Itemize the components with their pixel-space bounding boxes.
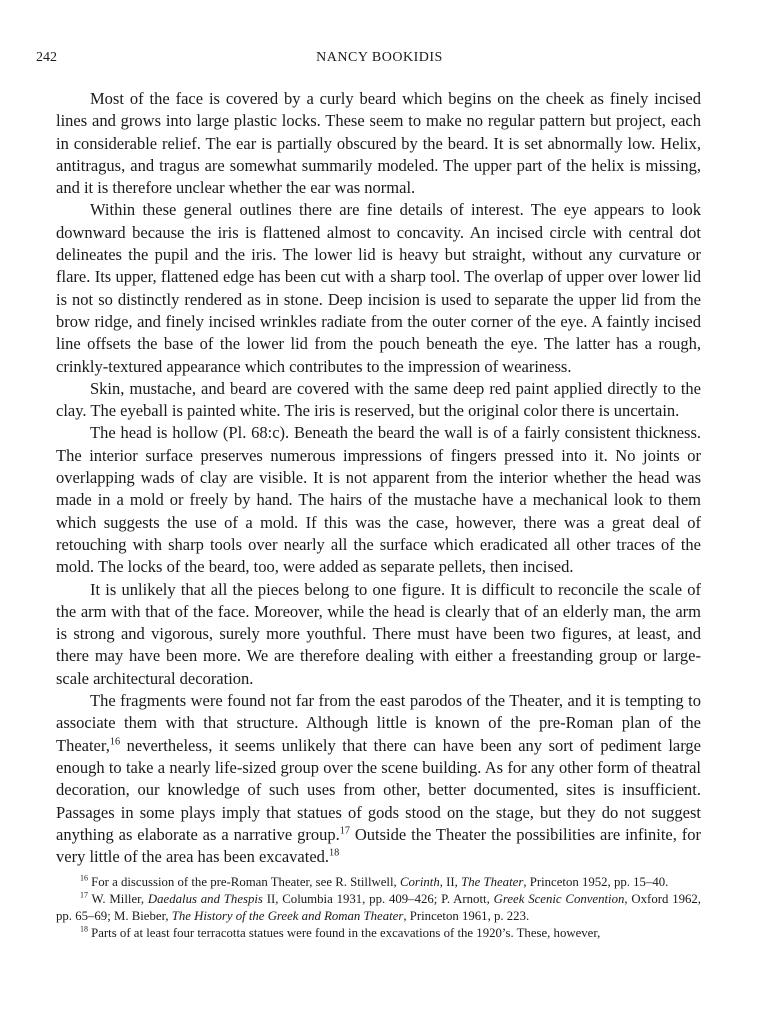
footnote-marker: 16: [109, 736, 121, 748]
text-run: Within these general outlines there are fine details of interest. The eye appears to look downward because the iris is flattened almost to concavity. An incised circle with central dot delineates the pupil and the iris. The lower lid is heavy but straight, without any curvature or flare. Its upper, flattened edge has been cut with a sharp tool. The overlap of upper over lower lid is not so distinctly rendered as in stone. Deep incision is used to separate the upper lid from the brow ridge, and finely incised wrinkles radiate from the outer corner of the eye. A faintly incised line offsets the base of the lower lid from the pouch beneath the eye. The latter has a rough, crinkly-textured appearance which contributes to the impression of weariness.: [56, 200, 701, 376]
footnote-marker: 18: [80, 924, 88, 934]
text-run: , Oxford 1962, pp. 65–69; M. Bieber,: [56, 892, 701, 923]
italic-title: The Theater: [461, 875, 524, 889]
text-run: Most of the face is covered by a curly beard which begins on the cheek as finely incised lines and grows into large plastic locks. These seem to make no regular pattern but project, each in considerable relief. The ear is partially obscured by the beard. It is set abnormally low. Helix, antitragus, and tragus are somewhat summarily modeled. The upper part of the helix is missing, and it is therefore unclear whether the ear was normal.: [56, 89, 701, 198]
italic-title: The History of the Greek and Roman Theater: [171, 908, 404, 923]
paragraph: [56, 378, 701, 423]
body-text: [56, 88, 701, 868]
text-run: W. Miller,: [87, 892, 148, 907]
italic-title: Corinth: [399, 875, 440, 889]
text-run: , Princeton 1952, pp. 15–40.: [523, 875, 669, 889]
paragraph: [56, 579, 701, 690]
page-header: [36, 50, 723, 70]
footnotes: [56, 874, 701, 943]
text-run: II, Columbia 1931, pp. 409–426; P. Arnott,: [262, 892, 494, 907]
text-run: Outside the Theater the possibilities are infinite, for very little of the area has been excavated.: [56, 824, 701, 867]
footnote: [56, 891, 701, 924]
text-run: Parts of at least four terracotta statues were found in the excavations of the 1920’s. These, however,: [87, 926, 601, 941]
text-run: nevertheless, it seems unlikely that there can have been any sort of pediment large enough to take a nearly life-sized group over the scene building. As for any other form of theatral decoration, our knowledge of such uses from other, better documented, sites is insufficient. Passages in some plays imply that statues of gods stood on the stage, but they do not suggest anything as elaborate as a narrative group.: [56, 735, 701, 844]
paragraph: [56, 88, 701, 199]
text-run: , II,: [439, 875, 462, 889]
text-run: For a discussion of the pre-Roman Theater, see R. Stillwell,: [87, 875, 400, 889]
italic-title: Daedalus and Thespis: [147, 892, 263, 907]
paragraph: [56, 199, 701, 377]
text-run: The fragments were found not far from the east parodos of the Theater, and it is tempting to associate them with that structure. Although little is known of the pre-Roman plan of the Theater,: [56, 691, 701, 755]
footnote-marker: 16: [80, 873, 88, 883]
running-head: NANCY BOOKIDIS: [316, 50, 443, 65]
text-run: The head is hollow (Pl. 68:c). Beneath the beard the wall is of a fairly consistent thickness. The interior surface preserves numerous impressions of fingers pressed into it. No joints or overlapping wads of clay are visible. It is not apparent from the interior whether the head was made in a mold or freely by hand. The hairs of the mustache have a mechanical look to them which suggests the use of a mold. If this was the case, however, there was a great deal of retouching with sharp tools over nearly all the surface which eradicated all other traces of the mold. The locks of the beard, too, were added as separate pellets, then incised.: [56, 423, 701, 577]
page-number: 242: [36, 50, 57, 65]
text-run: , Princeton 1961, p. 223.: [403, 908, 530, 923]
footnote-marker: 18: [329, 847, 340, 859]
footnote-marker: 17: [80, 891, 88, 901]
text-run: It is unlikely that all the pieces belong to one figure. It is difficult to reconcile the scale of the arm with that of the face. Moreover, while the head is clearly that of an elderly man, the arm is strong and vigorous, surely more youthful. There must have been two figures, at least, and there may have been more. We are therefore dealing with either a freestanding group or large-scale architectural decoration.: [56, 579, 701, 688]
footnote: [56, 874, 701, 890]
italic-title: Greek Scenic Convention: [493, 892, 625, 907]
footnote: [56, 925, 701, 941]
footnote-marker: 17: [339, 825, 350, 837]
paragraph: [56, 422, 701, 578]
text-run: Skin, mustache, and beard are covered with the same deep red paint applied directly to the clay. The eyeball is painted white. The iris is reserved, but the original color there is uncertain.: [56, 378, 701, 421]
paragraph: [56, 690, 701, 868]
